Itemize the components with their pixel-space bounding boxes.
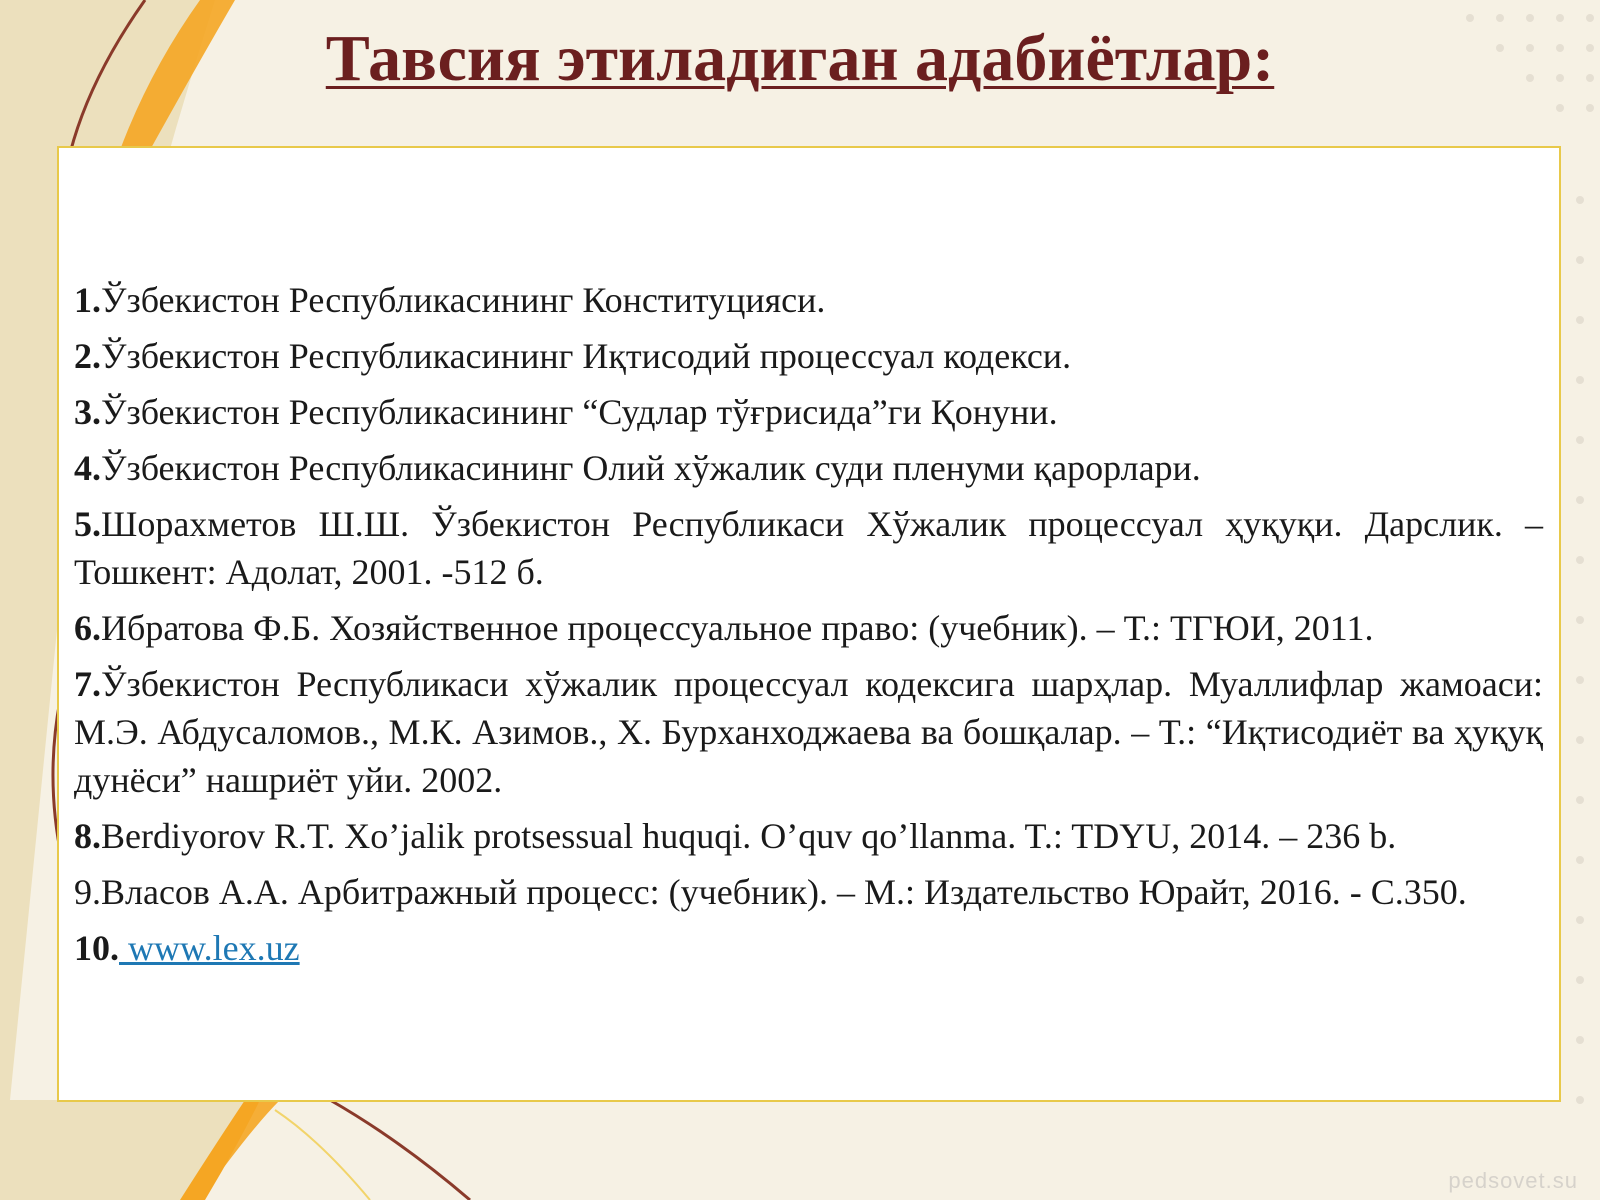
reference-number: 6. — [74, 608, 101, 648]
reference-number: 5. — [74, 504, 101, 544]
reference-text: Berdiyorov R.T. Xo’jalik protsessual huquqi. O’quv qo’llanma. T.: TDYU, 2014. – 236 b. — [101, 816, 1397, 856]
reference-number: 4. — [74, 448, 101, 488]
reference-text: Шорахметов Ш.Ш. Ўзбекистон Республикаси Хўжалик процессуал ҳуқуқи. Дарслик. – Тошкент: Адолат, 2001. -512 б. — [74, 504, 1543, 592]
reference-list — [74, 276, 1543, 972]
reference-item — [74, 388, 1543, 436]
reference-item — [74, 868, 1543, 916]
reference-text: Ўзбекистон Республикасининг “Судлар тўғрисида”ги Қонуни. — [101, 392, 1058, 432]
reference-number: 10. — [74, 928, 119, 968]
reference-text: Ибратова Ф.Б. Хозяйственное процессуальное право: (учебник). – Т.: ТГЮИ, 2011. — [101, 608, 1374, 648]
reference-item — [74, 444, 1543, 492]
reference-item — [74, 812, 1543, 860]
slide-title: Тавсия этиладиган адабиётлар: — [325, 22, 1275, 95]
reference-item — [74, 500, 1543, 596]
reference-text: Ўзбекистон Республикаси хўжалик процессуал кодексига шарҳлар. Муаллифлар жамоаси: М.Э. Абдусаломов., М.К. Азимов., Х. Бурханходжаева ва бошқалар. – Т.: “Иқтисодиёт ва ҳуқуқ дунёси” нашриёт уйи. 2002. — [74, 664, 1543, 800]
reference-number: 7. — [74, 664, 101, 704]
lex-uz-link[interactable]: www.lex.uz — [119, 928, 300, 968]
reference-text: Ўзбекистон Республикасининг Иқтисодий процессуал кодекси. — [101, 336, 1072, 376]
watermark: pedsovet.su — [1448, 1168, 1578, 1193]
reference-item — [74, 276, 1543, 324]
reference-number: 2. — [74, 336, 101, 376]
reference-number: 1. — [74, 280, 101, 320]
reference-number: 8. — [74, 816, 101, 856]
references-box — [57, 146, 1561, 1102]
reference-item — [74, 924, 1543, 972]
reference-item — [74, 604, 1543, 652]
reference-item — [74, 660, 1543, 804]
reference-item — [74, 332, 1543, 380]
reference-number: 3. — [74, 392, 101, 432]
reference-number: 9. — [74, 872, 101, 912]
reference-text: Ўзбекистон Республикасининг Олий хўжалик суди пленуми қарорлари. — [101, 448, 1201, 488]
reference-text: Ўзбекистон Республикасининг Конституцияси. — [101, 280, 826, 320]
reference-text: Власов А.А. Арбитражный процесс: (учебник). – М.: Издательство Юрайт, 2016. - С.350. — [101, 872, 1467, 912]
